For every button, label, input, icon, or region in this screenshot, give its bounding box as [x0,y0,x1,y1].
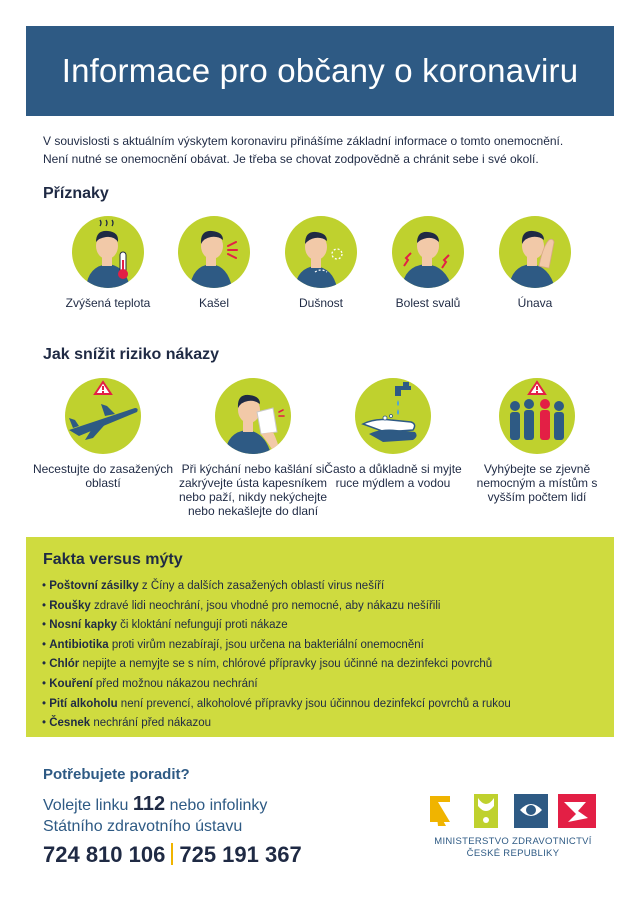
help-line-1-pre: Volejte linku [43,797,129,814]
risk-handwash-label: Často a důkladně si myjte ruce mýdlem a vodou [324,462,462,490]
fact-item [42,597,511,617]
fact-keyword: Chlór [49,658,80,671]
cough-icon [178,216,250,288]
risk-crowd [462,378,612,504]
symptoms-title: Příznaky [43,185,109,202]
fact-keyword: Česnek [49,717,91,730]
fact-text: před možnou nákazou nechrání [92,677,258,690]
fact-keyword: Pití alkoholu [49,697,118,710]
fact-item [42,577,511,597]
muscle-pain-icon [392,216,464,288]
fact-item [42,655,511,675]
help-line-2: Státního zdravotního ústavu [43,818,243,835]
facts-list [42,577,511,734]
airplane-warning-icon [65,378,141,454]
intro-text [43,132,603,168]
fact-item [42,636,511,656]
hotline-numbers [43,842,302,868]
symptom-fatigue-label: Únava [517,296,553,310]
fact-text: nechrání před nákazou [90,717,211,730]
sneeze-tissue-icon [215,378,291,454]
symptom-breathlessness-label: Dušnost [298,296,344,310]
hotline-phone-2: 725 191 367 [179,842,302,867]
ministry-name-line-2: ČESKÉ REPUBLIKY [466,848,560,859]
intro-line-2: Není nutné se onemocnění obávat. Je třeba se chovat zodpovědně a chránit sebe i své okolí. [43,152,539,166]
risk-title: Jak snížit riziko nákazy [43,346,220,363]
fact-text: nepijte a nemyjte se s ním, chlórové přípravky jsou účinné na dezinfekci povrchů [79,658,493,671]
risk-row [0,378,640,528]
facts-title: Fakta versus mýty [43,551,183,568]
fact-item [42,714,511,734]
symptom-muscle-pain [378,216,478,310]
ministry-name-line-1: MINISTERSTVO ZDRAVOTNICTVÍ [434,836,592,847]
risk-travel-label: Necestujte do zasažených oblastí [32,462,174,490]
risk-handwash [318,378,468,490]
help-line-1 [43,793,267,816]
fact-keyword: Antibiotika [49,638,109,651]
symptom-fever [58,216,158,310]
symptom-cough-label: Kašel [198,296,230,310]
fact-keyword: Nosní kapky [49,619,117,632]
facts-panel [26,537,614,737]
fact-text: není prevencí, alkoholové přípravky jsou účinnou dezinfekcí povrchů a rukou [117,697,511,710]
fact-item [42,616,511,636]
hotline-phone-1: 724 810 106 [43,842,166,867]
emergency-number: 112 [132,793,166,815]
fact-item [42,695,511,715]
ministry-name [428,836,598,860]
fact-keyword: Roušky [49,599,91,612]
page-title: Informace pro občany o koronaviru [61,52,579,89]
symptom-fatigue [485,216,585,310]
breathlessness-icon [285,216,357,288]
risk-sneeze-label: Při kýchání nebo kašlání si zakrývejte ústa kapesníkem nebo paží, nikdy nekýchejte nebo nekašlejte do dlaní [178,462,328,518]
ministry-logo [428,792,598,860]
crowd-warning-icon [499,378,575,454]
header-banner [26,26,614,116]
fact-text: zdravé lidi neochrání, jsou vhodné pro nemocné, aby nákazu nešířili [90,599,441,612]
risk-sneeze [178,378,328,518]
ministry-logo-mark [428,792,598,830]
help-line-1-post: nebo infolinky [169,797,268,814]
fact-text: proti virům nezabírají, jsou určena na bakteriální onemocnění [108,638,424,651]
symptoms-row [0,216,640,336]
symptom-cough [164,216,264,310]
fact-item [42,675,511,695]
fact-text: z Číny a dalších zasažených oblastí virus nešíří [138,580,385,592]
symptom-fever-label: Zvýšená teplota [65,296,151,310]
symptom-muscle-pain-label: Bolest svalů [395,296,461,310]
risk-crowd-label: Vyhýbejte se zjevně nemocným a místům s vyšším počtem lidí [476,462,598,504]
fatigue-icon [499,216,571,288]
fact-keyword: Kouření [49,677,93,690]
phone-separator [171,843,173,865]
symptom-breathlessness [271,216,371,310]
risk-travel [28,378,178,490]
fever-icon [72,216,144,288]
fact-keyword: Poštovní zásilky [49,580,139,592]
help-title: Potřebujete poradit? [43,766,190,783]
intro-line-1: V souvislosti s aktuálním výskytem koronaviru přinášíme základní informace o tomto onemocnění. [43,134,564,148]
fact-text: či kloktání nefungují proti nákaze [116,619,288,632]
handwash-icon [355,378,431,454]
